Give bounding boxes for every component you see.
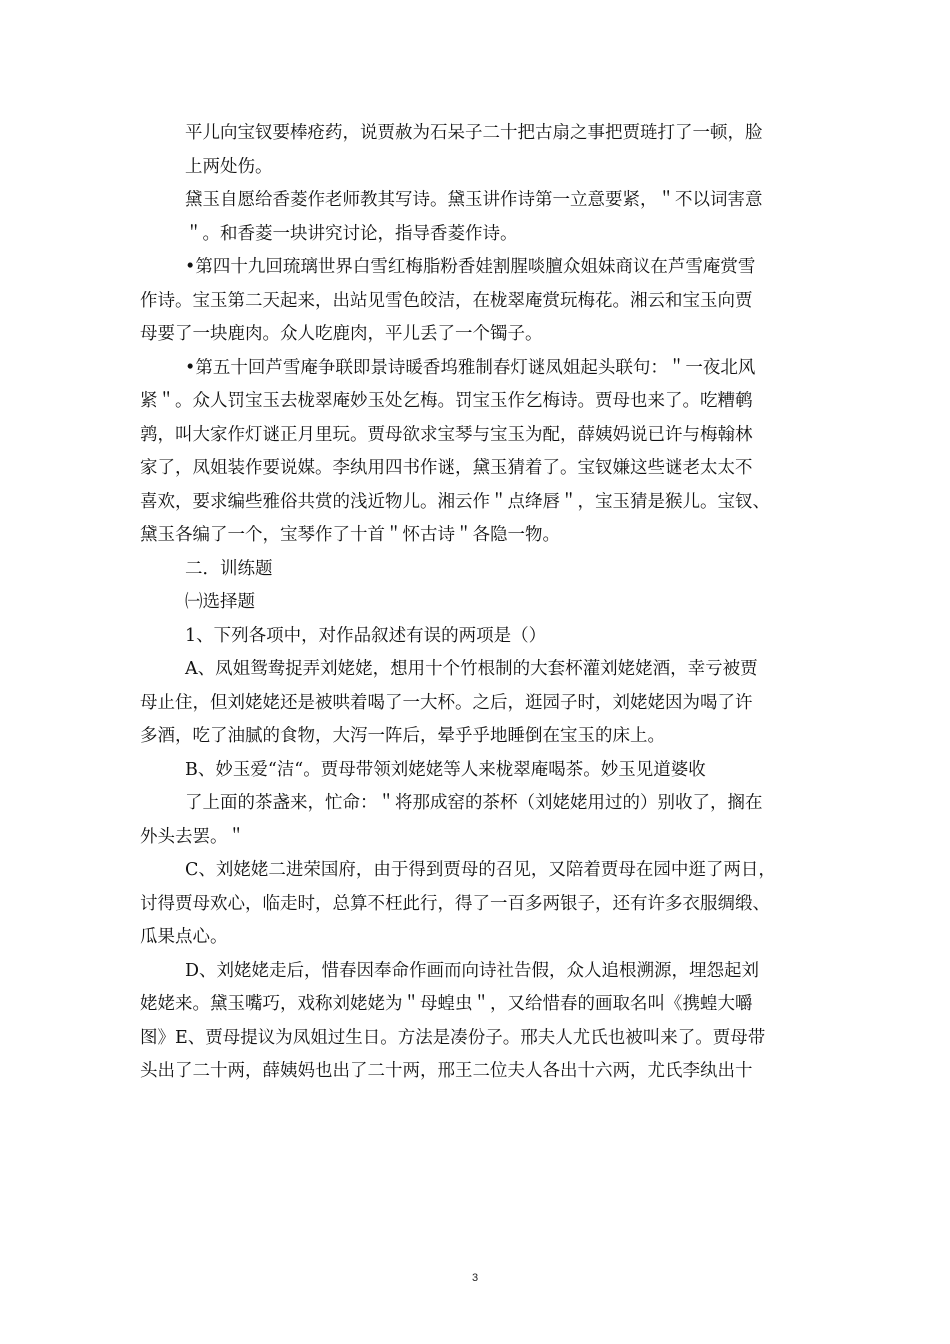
text-line: 家了，凤姐装作要说媒。李纨用四书作谜，黛玉猜着了。宝钗嫌这些谜老太太不 (140, 458, 753, 478)
option-a: A、凤姐鸳鸯捉弄刘姥姥，想用十个竹根制的大套杯灌刘姥姥酒，幸亏被贾 (185, 659, 758, 679)
text-line: 讨得贾母欢心，临走时，总算不枉此行，得了一百多两银子，还有许多衣服绸缎、 (140, 893, 770, 914)
text-line: 姥姥来。黛玉嘴巧，戏称刘姥姥为＂母蝗虫＂，又给惜春的画取名叫《携蝗大嚼 (140, 994, 753, 1014)
page-number: 3 (471, 1272, 479, 1284)
text-line: 上两处伤。 (185, 156, 273, 177)
text-line: 鹑，叫大家作灯谜正月里玩。贾母欲求宝琴与宝玉为配，薛姨妈说已许与梅翰林 (140, 424, 753, 445)
section-heading: 二．训练题 (185, 558, 273, 579)
text-line: •第四十九回琉璃世界白雪红梅脂粉香娃割腥啖膻众姐妹商议在芦雪庵赏雪 (185, 257, 756, 277)
text-line: 母止住，但刘姥姥还是被哄着喝了一大杯。之后，逛园子时，刘姥姥因为喝了许 (140, 692, 753, 713)
question-stem: 1、下列各项中，对作品叙述有误的两项是（） (185, 625, 547, 646)
text-line: 喜欢，要求编些雅俗共赏的浅近物儿。湘云作＂点绛唇＂，宝玉猜是猴儿。宝钗、 (140, 491, 770, 512)
text-line: 母要了一块鹿肉。众人吃鹿肉，平儿丢了一个镯子。 (140, 324, 543, 344)
text-line: 黛玉自愿给香菱作老师教其写诗。黛玉讲作诗第一立意要紧，＂不以词害意 (185, 190, 763, 210)
text-line: 平儿向宝钗要棒疮药，说贾赦为石呆子二十把古扇之事把贾琏打了一顿，脸 (185, 123, 763, 143)
text-line: 头出了二十两，薛姨妈也出了二十两，邢王二位夫人各出十六两，尤氏李纨出十 (140, 1061, 753, 1081)
text-line: 图》E、贾母提议为凤姐过生日。方法是凑份子。邢夫人尤氏也被叫来了。贾母带 (140, 1027, 766, 1048)
text-line: 紧＂。众人罚宝玉去栊翠庵妙玉处乞梅。罚宝玉作乞梅诗。贾母也来了。吃糟鹌 (140, 391, 753, 411)
text-line: 多酒，吃了油腻的食物，大泻一阵后，晕乎乎地睡倒在宝玉的床上。 (140, 726, 665, 746)
text-line: 黛玉各编了一个，宝琴作了十首＂怀古诗＂各隐一物。 (140, 525, 560, 545)
text-line: 作诗。宝玉第二天起来，出站见雪色皎洁，在栊翠庵赏玩梅花。湘云和宝玉向贾 (140, 290, 753, 311)
text-line: 瓜果点心。 (140, 927, 228, 947)
option-d: D、刘姥姥走后，惜春因奉命作画而向诗社告假，众人追根溯源，埋怨起刘 (185, 960, 760, 981)
text-line: ＂。和香菱一块讲究讨论，指导香菱作诗。 (185, 223, 518, 244)
text-line: 了上面的茶盏来，忙命：＂将那成窑的茶杯（刘姥姥用过的）别收了，搁在 (185, 793, 763, 813)
subsection-heading: ㈠选择题 (185, 592, 255, 612)
document-body (140, 117, 820, 1089)
option-b: B、妙玉爱“洁“。贾母带领刘姥姥等人来栊翠庵喝茶。妙玉见道婆收 (185, 759, 706, 780)
text-line: 外头去罢。＂ (140, 826, 245, 847)
text-line: •第五十回芦雪庵争联即景诗暖香坞雅制春灯谜凤姐起头联句：＂一夜北风 (185, 357, 756, 378)
option-c: C、刘姥姥二进荣国府，由于得到贾母的召见，又陪着贾母在园中逛了两日， (185, 860, 776, 880)
